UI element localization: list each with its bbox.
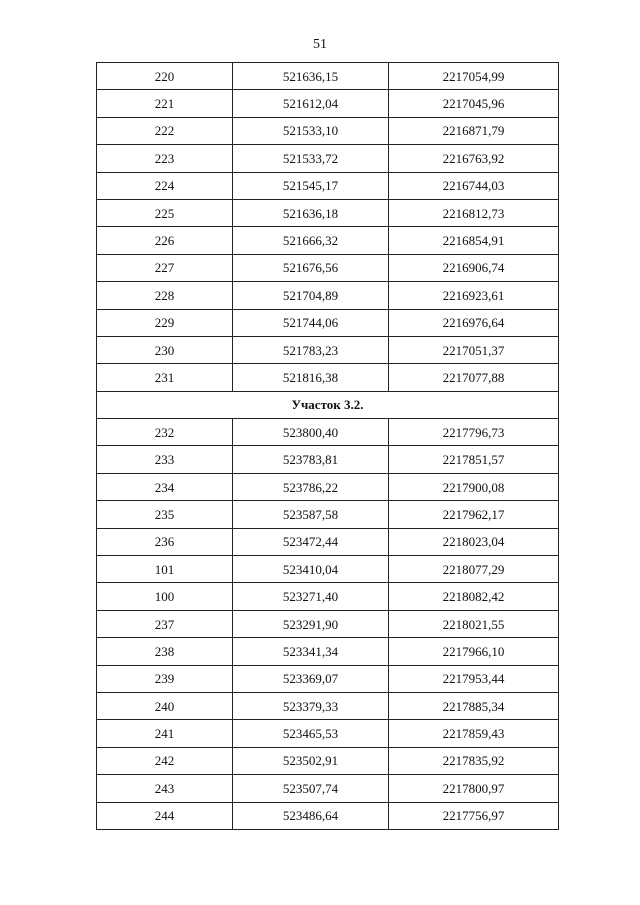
- point-number-cell: 233: [97, 446, 233, 473]
- y-coordinate-cell: 2217045,96: [389, 90, 559, 117]
- table-row: [97, 501, 559, 528]
- table-row: [97, 720, 559, 747]
- table-row: [97, 227, 559, 254]
- table-row: [97, 802, 559, 829]
- y-coordinate-cell: 2216906,74: [389, 254, 559, 281]
- table-body-after: [97, 419, 559, 830]
- y-coordinate-cell: 2217885,34: [389, 692, 559, 719]
- x-coordinate-cell: 523369,07: [233, 665, 389, 692]
- table-row: [97, 583, 559, 610]
- table-row: [97, 90, 559, 117]
- point-number-cell: 221: [97, 90, 233, 117]
- y-coordinate-cell: 2216854,91: [389, 227, 559, 254]
- y-coordinate-cell: 2218021,55: [389, 610, 559, 637]
- table-row: [97, 665, 559, 692]
- y-coordinate-cell: 2217800,97: [389, 775, 559, 802]
- point-number-cell: 236: [97, 528, 233, 555]
- x-coordinate-cell: 523783,81: [233, 446, 389, 473]
- table-row: [97, 172, 559, 199]
- table-row: [97, 282, 559, 309]
- table-row: [97, 336, 559, 363]
- point-number-cell: 101: [97, 556, 233, 583]
- point-number-cell: 227: [97, 254, 233, 281]
- table-row: [97, 419, 559, 446]
- x-coordinate-cell: 523379,33: [233, 692, 389, 719]
- point-number-cell: 239: [97, 665, 233, 692]
- x-coordinate-cell: 523486,64: [233, 802, 389, 829]
- section-row: [97, 391, 559, 418]
- x-coordinate-cell: 521783,23: [233, 336, 389, 363]
- point-number-cell: 235: [97, 501, 233, 528]
- table-body-before: [97, 63, 559, 392]
- point-number-cell: 222: [97, 117, 233, 144]
- y-coordinate-cell: 2217051,37: [389, 336, 559, 363]
- table-row: [97, 528, 559, 555]
- x-coordinate-cell: 523472,44: [233, 528, 389, 555]
- point-number-cell: 230: [97, 336, 233, 363]
- table-row: [97, 747, 559, 774]
- y-coordinate-cell: 2217054,99: [389, 63, 559, 90]
- y-coordinate-cell: 2216976,64: [389, 309, 559, 336]
- page-number: 51: [313, 37, 327, 52]
- x-coordinate-cell: 521636,15: [233, 63, 389, 90]
- y-coordinate-cell: 2217851,57: [389, 446, 559, 473]
- x-coordinate-cell: 521676,56: [233, 254, 389, 281]
- table-row: [97, 63, 559, 90]
- y-coordinate-cell: 2217835,92: [389, 747, 559, 774]
- point-number-cell: 244: [97, 802, 233, 829]
- point-number-cell: 224: [97, 172, 233, 199]
- table-row: [97, 364, 559, 391]
- table-row: [97, 692, 559, 719]
- x-coordinate-cell: 521666,32: [233, 227, 389, 254]
- table-row: [97, 556, 559, 583]
- coordinates-table: [96, 62, 559, 830]
- point-number-cell: 231: [97, 364, 233, 391]
- x-coordinate-cell: 521612,04: [233, 90, 389, 117]
- point-number-cell: 226: [97, 227, 233, 254]
- y-coordinate-cell: 2216812,73: [389, 199, 559, 226]
- x-coordinate-cell: 523502,91: [233, 747, 389, 774]
- x-coordinate-cell: 521704,89: [233, 282, 389, 309]
- x-coordinate-cell: 521816,38: [233, 364, 389, 391]
- section-title: Участок 3.2.: [97, 391, 559, 418]
- x-coordinate-cell: 523507,74: [233, 775, 389, 802]
- section-header-body: [97, 391, 559, 418]
- y-coordinate-cell: 2218077,29: [389, 556, 559, 583]
- y-coordinate-cell: 2216871,79: [389, 117, 559, 144]
- y-coordinate-cell: 2217859,43: [389, 720, 559, 747]
- point-number-cell: 229: [97, 309, 233, 336]
- y-coordinate-cell: 2217077,88: [389, 364, 559, 391]
- table-row: [97, 117, 559, 144]
- point-number-cell: 100: [97, 583, 233, 610]
- x-coordinate-cell: 521533,72: [233, 145, 389, 172]
- table-row: [97, 775, 559, 802]
- y-coordinate-cell: 2217962,17: [389, 501, 559, 528]
- table-row: [97, 199, 559, 226]
- x-coordinate-cell: 523410,04: [233, 556, 389, 583]
- y-coordinate-cell: 2217796,73: [389, 419, 559, 446]
- point-number-cell: 241: [97, 720, 233, 747]
- table-row: [97, 309, 559, 336]
- table-row: [97, 446, 559, 473]
- point-number-cell: 228: [97, 282, 233, 309]
- y-coordinate-cell: 2217900,08: [389, 473, 559, 500]
- table-row: [97, 254, 559, 281]
- point-number-cell: 238: [97, 638, 233, 665]
- table-row: [97, 638, 559, 665]
- point-number-cell: 234: [97, 473, 233, 500]
- x-coordinate-cell: 523341,34: [233, 638, 389, 665]
- x-coordinate-cell: 521545,17: [233, 172, 389, 199]
- point-number-cell: 242: [97, 747, 233, 774]
- table-row: [97, 610, 559, 637]
- x-coordinate-cell: 523291,90: [233, 610, 389, 637]
- y-coordinate-cell: 2216923,61: [389, 282, 559, 309]
- point-number-cell: 237: [97, 610, 233, 637]
- x-coordinate-cell: 523587,58: [233, 501, 389, 528]
- point-number-cell: 243: [97, 775, 233, 802]
- y-coordinate-cell: 2216763,92: [389, 145, 559, 172]
- y-coordinate-cell: 2218082,42: [389, 583, 559, 610]
- point-number-cell: 223: [97, 145, 233, 172]
- table-row: [97, 473, 559, 500]
- y-coordinate-cell: 2217966,10: [389, 638, 559, 665]
- y-coordinate-cell: 2218023,04: [389, 528, 559, 555]
- point-number-cell: 240: [97, 692, 233, 719]
- point-number-cell: 220: [97, 63, 233, 90]
- x-coordinate-cell: 523800,40: [233, 419, 389, 446]
- y-coordinate-cell: 2216744,03: [389, 172, 559, 199]
- x-coordinate-cell: 523271,40: [233, 583, 389, 610]
- x-coordinate-cell: 523465,53: [233, 720, 389, 747]
- point-number-cell: 225: [97, 199, 233, 226]
- table-row: [97, 145, 559, 172]
- x-coordinate-cell: 521533,10: [233, 117, 389, 144]
- y-coordinate-cell: 2217756,97: [389, 802, 559, 829]
- x-coordinate-cell: 521744,06: [233, 309, 389, 336]
- point-number-cell: 232: [97, 419, 233, 446]
- y-coordinate-cell: 2217953,44: [389, 665, 559, 692]
- x-coordinate-cell: 521636,18: [233, 199, 389, 226]
- x-coordinate-cell: 523786,22: [233, 473, 389, 500]
